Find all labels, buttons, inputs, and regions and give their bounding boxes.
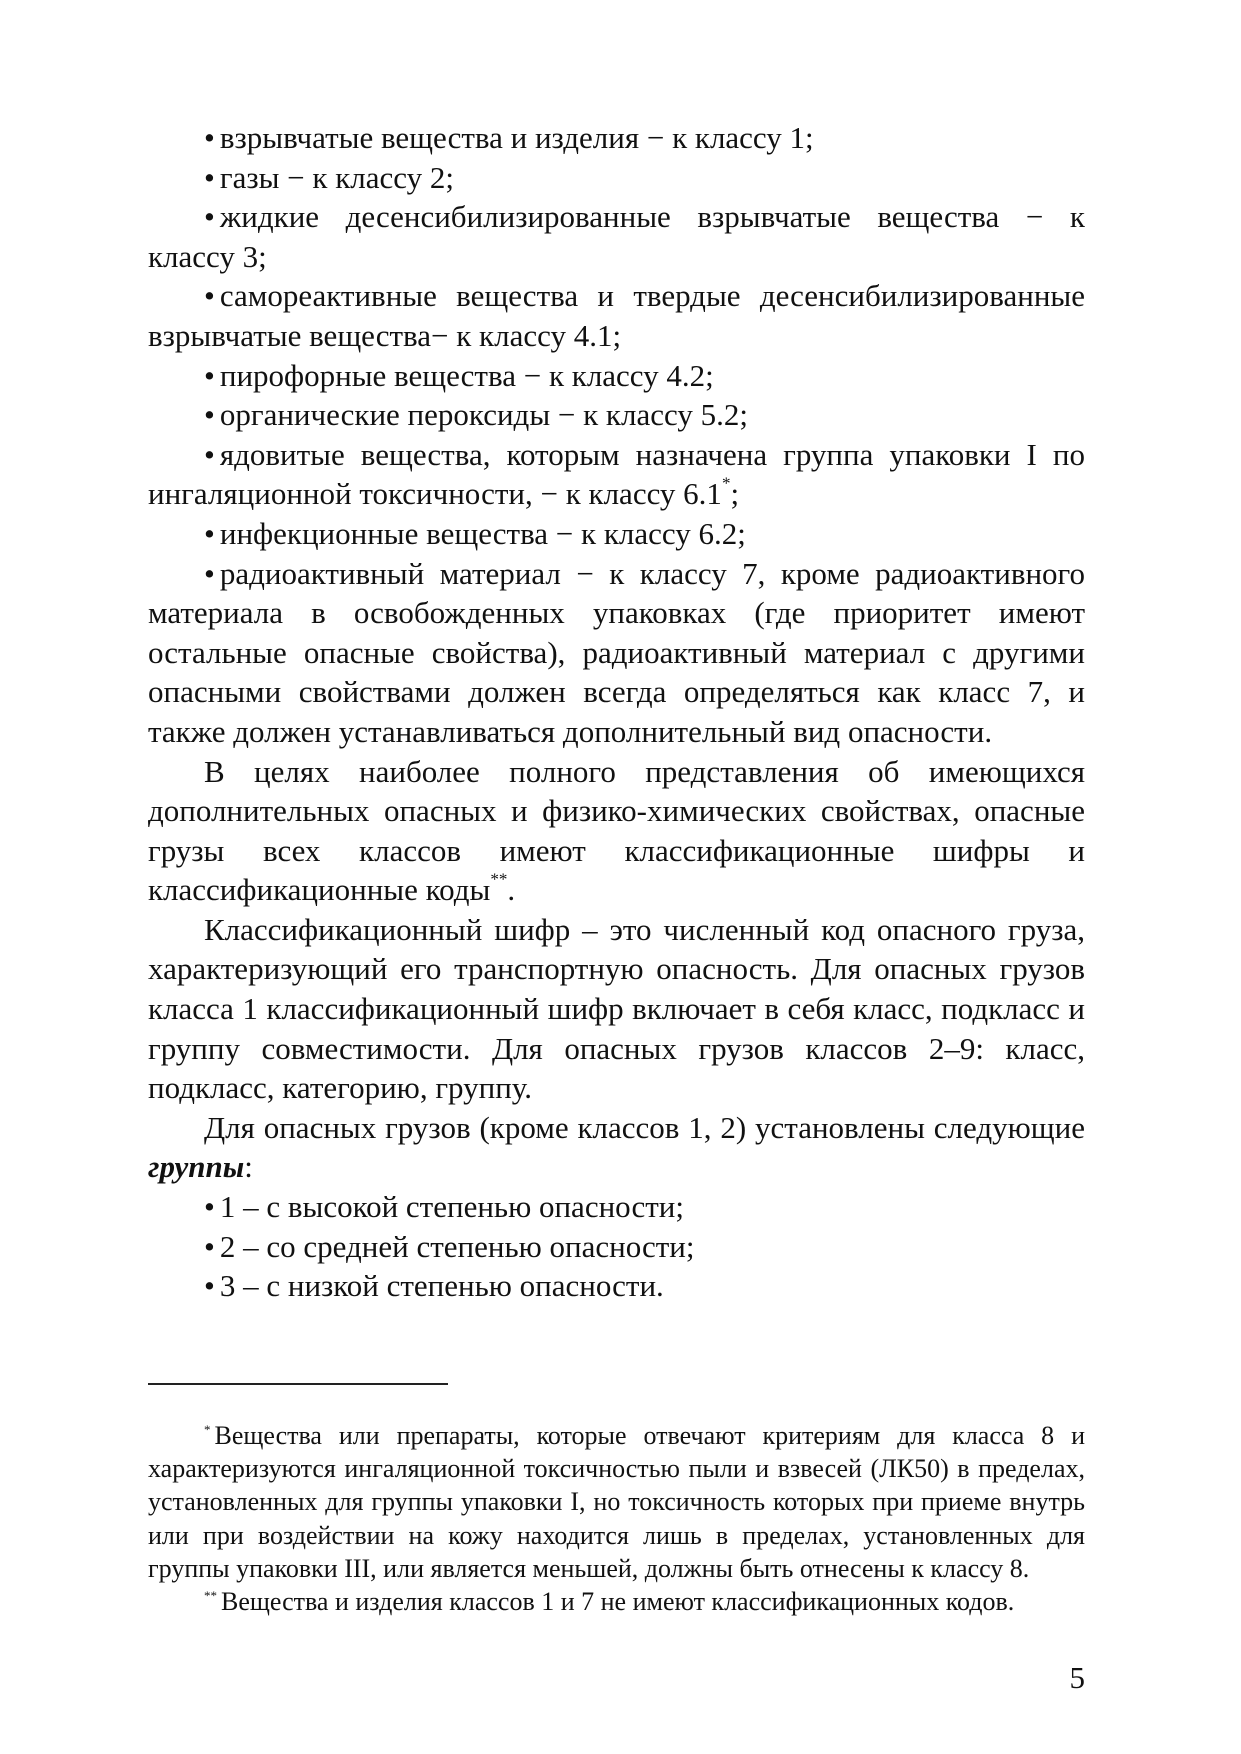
footnote: * Вещества или препараты, которые отвечают критериям для класса 8 и характеризуются ингаляционной токсичностью пыли и взвесей (ЛК50) в пределах, установленных для группы упаковки I, но токсичность которых при приеме внутрь или при воздействии на кожу находится лишь в пределах, установленных для группы упаковки III, или является меньшей, должны быть отнесены к классу 8. — [148, 1421, 1085, 1583]
bullet: • — [204, 120, 215, 155]
bullet: • — [204, 159, 215, 195]
paragraph-classification-cipher: Классификационный шифр – это численный код опасного груза, характеризующий его транспортную опасность. Для опасных грузов класса 1 классификационный шифр включает в себя класс, подкласс и группу совместимости. Для опасных грузов классов 2–9: класс, подкласс, категорию, группу. — [148, 911, 1085, 1106]
group-item: • 2 – со средней степенью опасности; — [204, 1228, 695, 1264]
list-item-toxic: • ядовитые вещества, которым назначена группа упаковки I по ингаляционной токсичности, − к классу 6.1*; — [148, 436, 1085, 512]
footnote-mark: * — [204, 1421, 211, 1437]
footnote: ** Вещества и изделия классов 1 и 7 не имеют классификационных кодов. — [204, 1587, 1015, 1617]
bullet: • — [204, 397, 215, 433]
paragraph-groups-intro: Для опасных грузов (кроме классов 1, 2) установлены следующие группы: — [148, 1109, 1085, 1185]
list-item-pyrophoric: • пирофорные вещества − к классу 4.2; — [204, 357, 714, 393]
main-text — [148, 118, 1085, 1306]
list-item-liquid-desensitized: • жидкие десенсибилизированные взрывчатые вещества − к классу 3; — [148, 199, 1085, 274]
bullet: • — [204, 1268, 215, 1304]
bullet: • — [204, 515, 215, 551]
paragraph-classification-codes: В целях наиболее полного представления об имеющихся дополнительных опасных и физико-химических свойствах, опасные грузы всех классов имеют классификационные шифры и классификационные коды**. — [148, 753, 1085, 908]
list-item-organic-peroxides: • органические пероксиды − к классу 5.2; — [204, 397, 748, 433]
list-item-explosives: • взрывчатые вещества и изделия − к классу 1; — [204, 120, 814, 155]
group-item: • 1 – с высокой степенью опасности; — [204, 1189, 684, 1225]
bullet: • — [204, 1228, 215, 1264]
list-item-radioactive: • радиоактивный материал − к классу 7, кроме радиоактивного материала в освобожденных упаковках (где приоритет имеют остальные опасные свойства), радиоактивный материал с другими опасными свойствами должен всегда определяться как класс 7, и также должен устанавливаться дополнительный вид опасности. — [148, 555, 1085, 749]
list-item-infectious: • инфекционные вещества − к классу 6.2; — [204, 515, 746, 551]
footnotes — [148, 1419, 1085, 1618]
footnote-reference: * — [721, 474, 731, 493]
group-item: • 3 – с низкой степенью опасности. — [204, 1268, 664, 1304]
footnote-mark: ** — [204, 1587, 217, 1603]
footnote-divider — [148, 1383, 448, 1385]
bullet: • — [204, 436, 215, 472]
bullet: • — [204, 555, 215, 591]
page-number: 5 — [1069, 1660, 1085, 1695]
footnote-reference: ** — [490, 869, 508, 889]
bullet: • — [204, 278, 215, 314]
bullet: • — [204, 357, 215, 393]
bullet: • — [204, 199, 215, 235]
list-item-gases: • газы − к классу 2; — [204, 159, 454, 195]
list-item-self-reactive: • самореактивные вещества и твердые десенсибилизированные взрывчатые вещества− к классу 4.1; — [148, 278, 1085, 353]
bullet: • — [204, 1189, 215, 1225]
emphasized-term: группы — [148, 1149, 245, 1185]
